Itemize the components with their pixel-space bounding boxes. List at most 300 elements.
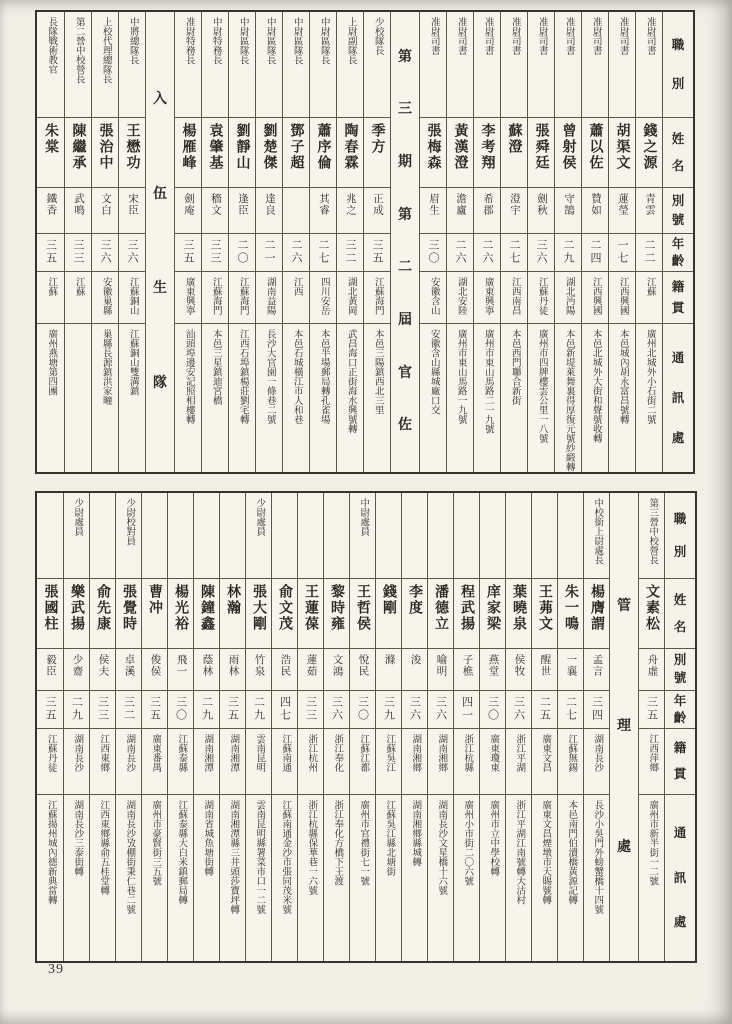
roster-entry-column	[608, 12, 635, 472]
entry-address-text: 廣州北城外小石街二號	[644, 329, 655, 424]
entry-title	[220, 493, 245, 579]
entry-address-text: 巢縣長源鎮洪家疃	[100, 329, 111, 405]
roster-entry-column	[282, 12, 309, 472]
entry-name	[168, 579, 193, 649]
roster-entry-column	[118, 12, 145, 472]
field-label-name	[665, 579, 695, 649]
roster-entry-column	[500, 12, 527, 472]
entry-alias-text: 浚	[409, 654, 421, 666]
entry-native-text: 湖南長沙	[124, 734, 135, 772]
entry-native	[168, 729, 193, 795]
entry-address	[119, 324, 145, 472]
entry-address-text: 廣州小市街二〇六號	[462, 800, 473, 886]
entry-alias-text: 達良	[264, 193, 275, 216]
entry-address	[364, 324, 390, 472]
entry-title-text: 少尉處員	[254, 498, 265, 536]
entry-name	[229, 118, 255, 188]
entry-age-text: 三三	[72, 239, 84, 265]
entry-native	[337, 272, 363, 324]
entry-name	[364, 118, 390, 188]
entry-title-text: 准尉特務長	[183, 17, 194, 65]
entry-address-text: 本邑西門聯合新街	[509, 329, 520, 405]
field-label-char: 貫	[671, 300, 685, 315]
entry-age	[337, 234, 363, 272]
entry-title	[168, 493, 193, 579]
entry-age	[609, 234, 635, 272]
roster-entry-column	[167, 493, 193, 961]
entry-alias-text: 子樵	[461, 654, 473, 677]
entry-name-text: 庠家梁	[485, 584, 500, 632]
entry-alias	[501, 188, 527, 234]
entry-native-text: 湖南長沙	[72, 734, 83, 772]
entry-native-text: 四川安岳	[318, 277, 329, 315]
entry-address-text: 本邑三陽鎮西北三里	[372, 329, 383, 415]
entry-name	[119, 118, 145, 188]
entry-title-text: 准尉司書	[455, 17, 466, 55]
entry-alias	[90, 649, 115, 691]
entry-age	[272, 691, 297, 729]
entry-name-text: 樂武揚	[69, 584, 84, 632]
entry-age	[376, 691, 401, 729]
entry-address	[64, 795, 89, 961]
entry-age-text: 三三	[209, 239, 221, 265]
entry-title	[532, 493, 557, 579]
entry-name-text: 程武揚	[459, 584, 474, 632]
roster-entry-column	[336, 12, 363, 472]
entry-address	[337, 324, 363, 472]
entry-title-text: 上校代理總隊長	[100, 17, 111, 84]
entry-title-text: 少校隊長	[372, 17, 383, 55]
field-label-char: 別	[671, 193, 685, 208]
entry-alias	[420, 188, 446, 234]
entry-native-text: 湖南長沙	[592, 734, 603, 772]
entry-name	[310, 118, 336, 188]
entry-name	[175, 118, 201, 188]
entry-address	[558, 795, 583, 961]
entry-name-text: 張國柱	[42, 584, 58, 632]
roster-entry-column	[479, 493, 505, 961]
entry-native	[92, 272, 118, 324]
entry-alias-text: 兆之	[345, 193, 356, 216]
roster-entry-column	[64, 12, 91, 472]
entry-native-text: 浙江杭縣	[462, 734, 473, 772]
entry-age	[350, 691, 375, 729]
entry-address	[202, 324, 228, 472]
roster-entry-column	[228, 12, 255, 472]
entry-name	[454, 579, 479, 649]
entry-address	[506, 795, 531, 961]
entry-address-text: 本邑城內胡永富昌號轉	[617, 329, 628, 424]
entry-age-text: 三九	[382, 696, 395, 722]
entry-native-text: 廣東文昌	[540, 734, 551, 772]
entry-native	[64, 729, 89, 795]
entry-name	[350, 579, 375, 649]
roster-entry-column	[141, 493, 167, 961]
entry-name-text: 錢之源	[641, 123, 657, 171]
entry-name	[90, 579, 115, 649]
entry-alias	[584, 649, 609, 691]
entry-age	[501, 234, 527, 272]
entry-native-text: 安徽含山	[428, 277, 439, 315]
entry-address-text: 長沙小吳門外螃蟹橋十四號	[592, 800, 603, 914]
entry-native-text: 江西	[291, 277, 302, 296]
entry-alias	[116, 649, 141, 691]
entry-title-text: 中校銜上尉處長	[592, 498, 603, 565]
entry-name-text: 黎時雍	[329, 584, 344, 632]
entry-native	[558, 729, 583, 795]
section-title-char: 生	[153, 281, 167, 297]
section-title-char: 官	[398, 365, 412, 381]
entry-title	[142, 493, 167, 579]
entry-address	[246, 795, 271, 961]
entry-native	[272, 729, 297, 795]
entry-title	[582, 12, 608, 118]
entry-native	[454, 729, 479, 795]
field-label-char: 別	[673, 544, 687, 559]
roster-entry-column	[115, 493, 141, 961]
section-title-char: 屆	[398, 312, 412, 328]
entry-name	[220, 579, 245, 649]
entry-name-text: 蘇澄	[506, 123, 522, 155]
entry-native-text: 江蘇	[644, 277, 655, 296]
entry-address	[37, 324, 64, 472]
entry-address	[532, 795, 557, 961]
section-title-char: 伍	[153, 186, 167, 202]
entry-address-text: 浙江平湖江南號轉大沽村	[514, 800, 525, 905]
entry-native-text: 江蘇江都	[358, 734, 369, 772]
entry-title-text: 准尉司書	[482, 17, 493, 55]
entry-address-text: 本邑新堤萊舞裏得厚復元號紗緞轉	[563, 329, 574, 472]
field-label-char: 處	[673, 915, 687, 930]
entry-age-text: 三三	[304, 696, 317, 722]
entry-title	[92, 12, 118, 118]
entry-alias-text: 竹泉	[253, 654, 265, 677]
entry-native	[528, 272, 554, 324]
entry-age	[555, 234, 581, 272]
roster-entry-column	[427, 493, 453, 961]
entry-name-text: 鄧子超	[288, 123, 304, 171]
section-title-char: 入	[153, 91, 167, 107]
entry-alias-text: 毅臣	[45, 654, 56, 677]
roster-entry-column	[271, 493, 297, 961]
entry-name	[558, 579, 583, 649]
entry-age-text: 二二	[643, 239, 655, 265]
entry-address	[310, 324, 336, 472]
entry-age	[420, 234, 446, 272]
entry-address-text: 本邑北城外大街和聲號收轉	[590, 329, 601, 443]
entry-age-text: 二七	[317, 239, 329, 265]
roster-entry-column	[419, 12, 446, 472]
entry-native	[639, 729, 664, 795]
entry-address	[65, 324, 91, 472]
entry-native	[90, 729, 115, 795]
roster-entry-column	[453, 493, 479, 961]
entry-age	[582, 234, 608, 272]
entry-title	[324, 493, 349, 579]
entry-alias	[454, 649, 479, 691]
entry-age-text: 二四	[589, 239, 601, 265]
entry-native-text: 江蘇南通	[280, 734, 291, 772]
field-label-age	[665, 691, 695, 729]
entry-title	[501, 12, 527, 118]
entry-native	[283, 272, 309, 324]
entry-title	[194, 493, 219, 579]
entry-age-text: 一七	[616, 239, 628, 265]
entry-alias	[175, 188, 201, 234]
entry-title	[636, 12, 662, 118]
roster-table-lower	[35, 491, 697, 963]
field-label-char: 年	[673, 694, 687, 708]
field-label-name	[663, 118, 693, 188]
entry-name-text: 張舜廷	[533, 123, 549, 171]
entry-native	[609, 272, 635, 324]
field-label-char: 處	[671, 430, 685, 445]
entry-age-text: 二六	[454, 239, 466, 265]
entry-name	[376, 579, 401, 649]
field-label-char: 訊	[671, 390, 685, 405]
entry-alias	[119, 188, 145, 234]
entry-age-text: 二六	[481, 239, 493, 265]
field-label-native	[663, 272, 693, 324]
roster-entry-column	[245, 493, 271, 961]
entry-alias	[350, 649, 375, 691]
entry-age-text: 三六	[330, 696, 343, 722]
entry-age	[175, 234, 201, 272]
entry-alias-text: 青雲	[644, 193, 655, 216]
entry-native-text: 安徽巢縣	[100, 277, 111, 315]
section-divider	[390, 12, 419, 472]
entry-native-text: 浙江平湖	[514, 734, 525, 772]
entry-title	[584, 493, 609, 579]
entry-native	[582, 272, 608, 324]
entry-title-text: 中尉特務長	[210, 17, 221, 65]
field-label-alias	[665, 649, 695, 691]
entry-alias-text: 舟虛	[646, 654, 658, 677]
entry-age	[402, 691, 427, 729]
entry-age-text: 三五	[226, 696, 239, 722]
field-label-char: 籍	[671, 279, 685, 294]
entry-native-text: 廣東興寧	[183, 277, 194, 315]
field-label-alias	[663, 188, 693, 234]
entry-native	[480, 729, 505, 795]
field-label-address	[665, 795, 695, 961]
roster-entry-column	[89, 493, 115, 961]
entry-title-text: 准尉司書	[428, 17, 439, 55]
entry-name	[480, 579, 505, 649]
entry-alias-text: 燕堂	[487, 654, 499, 677]
entry-name-text: 楊膺謂	[589, 584, 604, 632]
entry-age-text: 三六	[126, 239, 138, 265]
entry-native-text: 雲南昆明	[254, 734, 265, 772]
entry-alias-text: 孟言	[591, 654, 603, 677]
entry-name-text: 俞先康	[95, 584, 110, 632]
entry-native-text: 湖南湘鄉	[410, 734, 421, 772]
entry-title	[310, 12, 336, 118]
entry-name-text: 朱棠	[43, 123, 58, 155]
entry-title	[202, 12, 228, 118]
section-title-char: 處	[617, 839, 631, 855]
entry-name	[298, 579, 323, 649]
entry-alias-text: 一襄	[565, 654, 577, 677]
entry-name-text: 朱一鳴	[563, 584, 578, 632]
entry-name-text: 王懋功	[124, 123, 140, 171]
entry-name-text: 張治中	[97, 123, 113, 171]
field-label-char: 年	[671, 237, 685, 251]
entry-native-text: 湖南湘鄉	[436, 734, 447, 772]
entry-name-text: 袁肇基	[207, 123, 223, 171]
entry-age-text: 二六	[290, 239, 302, 265]
entry-address	[376, 795, 401, 961]
entry-age	[428, 691, 453, 729]
entry-native	[364, 272, 390, 324]
entry-address	[480, 795, 505, 961]
field-label-char: 別	[671, 76, 685, 91]
entry-name	[555, 118, 581, 188]
entry-address	[555, 324, 581, 472]
section-title-char: 二	[398, 260, 412, 276]
roster-entry-column	[531, 493, 557, 961]
roster-entry-column	[401, 493, 427, 961]
entry-name	[582, 118, 608, 188]
entry-age-text: 三五	[44, 239, 57, 265]
entry-address-text: 廣州市新半街一二號	[647, 800, 658, 886]
entry-alias-text: 眉生	[428, 193, 439, 216]
entry-native-text: 江蘇丹徒	[536, 277, 547, 315]
entry-alias-text: 正成	[372, 193, 383, 216]
entry-address-text: 浙江杭縣保華巷一六號	[306, 800, 317, 895]
entry-title	[37, 493, 63, 579]
entry-age-text: 三六	[408, 696, 421, 722]
entry-name	[636, 118, 662, 188]
entry-age-text: 三〇	[427, 239, 439, 265]
entry-name	[116, 579, 141, 649]
entry-age-text: 四七	[278, 696, 291, 722]
field-label-address	[663, 324, 693, 472]
entry-title-text: 准尉司書	[617, 17, 628, 55]
entry-name	[283, 118, 309, 188]
entry-name-text: 張梅森	[425, 123, 441, 171]
entry-title	[65, 12, 91, 118]
entry-age	[142, 691, 167, 729]
entry-address-text: 本邑三星鎮迪宮橋	[210, 329, 221, 405]
entry-address	[220, 795, 245, 961]
entry-title	[480, 493, 505, 579]
entry-native-text: 江蘇丹徒	[45, 734, 56, 772]
entry-age-text: 三四	[590, 696, 603, 722]
entry-alias-text: 卓溪	[123, 654, 135, 677]
roster-entry-column	[174, 12, 201, 472]
entry-native	[37, 729, 63, 795]
entry-address-text: 浙江奉化方橋下王渡	[332, 800, 343, 886]
roster-entry-column	[446, 12, 473, 472]
entry-native	[501, 272, 527, 324]
entry-name	[272, 579, 297, 649]
entry-native-text: 江蘇吳江	[384, 734, 395, 772]
entry-alias	[283, 188, 309, 234]
section-title-char: 理	[617, 719, 631, 734]
entry-native-text: 江蘇無錫	[566, 734, 577, 772]
entry-name-text: 胡渠文	[614, 123, 630, 171]
entry-age	[220, 691, 245, 729]
entry-age	[202, 234, 228, 272]
entry-alias	[246, 649, 271, 691]
entry-native-text: 江西興國	[617, 277, 628, 315]
entry-native	[298, 729, 323, 795]
entry-name	[506, 579, 531, 649]
entry-native-text: 江蘇海門	[372, 277, 383, 315]
entry-native	[532, 729, 557, 795]
entry-age	[639, 691, 664, 729]
entry-alias-text: 穡文	[210, 193, 221, 216]
field-label-age	[663, 234, 693, 272]
entry-name	[256, 118, 282, 188]
entry-address-text: 本邑南門伯瀆橋黃源記轉	[566, 800, 577, 905]
roster-entry-column	[37, 12, 64, 472]
entry-age	[454, 691, 479, 729]
entry-age	[90, 691, 115, 729]
entry-native	[119, 272, 145, 324]
entry-age-text: 三六	[434, 696, 447, 722]
entry-address	[92, 324, 118, 472]
entry-native	[246, 729, 271, 795]
entry-address	[402, 795, 427, 961]
entry-title-text: 長隊戰術教官	[46, 17, 57, 74]
entry-native	[555, 272, 581, 324]
entry-alias	[220, 649, 245, 691]
entry-alias-text: 雨林	[227, 654, 239, 677]
entry-name	[402, 579, 427, 649]
entry-name-text: 陳鐘鑫	[199, 584, 214, 632]
entry-title-text: 准尉司書	[509, 17, 520, 55]
entry-title	[246, 493, 271, 579]
field-label-native	[665, 729, 695, 795]
entry-address-text: 湖南長沙攷棚街秉仁巷二號	[124, 800, 135, 914]
entry-age	[480, 691, 505, 729]
field-label-char: 名	[671, 158, 685, 173]
entry-alias	[65, 188, 91, 234]
entry-age-text: 二〇	[236, 239, 248, 265]
entry-alias-text: 澄宇	[509, 193, 520, 216]
entry-title-text: 中尉區隊長	[237, 17, 248, 65]
entry-age	[584, 691, 609, 729]
entry-native-text: 廣東瓊東	[488, 734, 499, 772]
entry-title	[420, 12, 446, 118]
entry-age-text: 四一	[460, 696, 473, 722]
entry-age-text: 三五	[148, 696, 161, 722]
page-number: 39	[48, 962, 64, 977]
entry-alias	[142, 649, 167, 691]
entry-native	[116, 729, 141, 795]
entry-alias	[364, 188, 390, 234]
field-label-char: 齡	[671, 253, 685, 268]
roster-entry-column	[375, 493, 401, 961]
entry-age	[324, 691, 349, 729]
entry-alias-text: 其睿	[318, 193, 329, 216]
entry-address	[229, 324, 255, 472]
roster-entry-column	[37, 493, 63, 961]
entry-address	[283, 324, 309, 472]
entry-native-text: 浙江杭州	[306, 734, 317, 772]
entry-native-text: 江西興國	[590, 277, 601, 315]
entry-title-text: 中尉區隊長	[264, 17, 275, 65]
entry-name	[420, 118, 446, 188]
entry-age-text: 三二	[122, 696, 135, 722]
entry-address	[636, 324, 662, 472]
entry-name-text: 曹冲	[147, 584, 162, 616]
entry-age	[558, 691, 583, 729]
entry-name-text: 張覺時	[121, 584, 136, 632]
entry-native-text: 湖南湘潭	[228, 734, 239, 772]
